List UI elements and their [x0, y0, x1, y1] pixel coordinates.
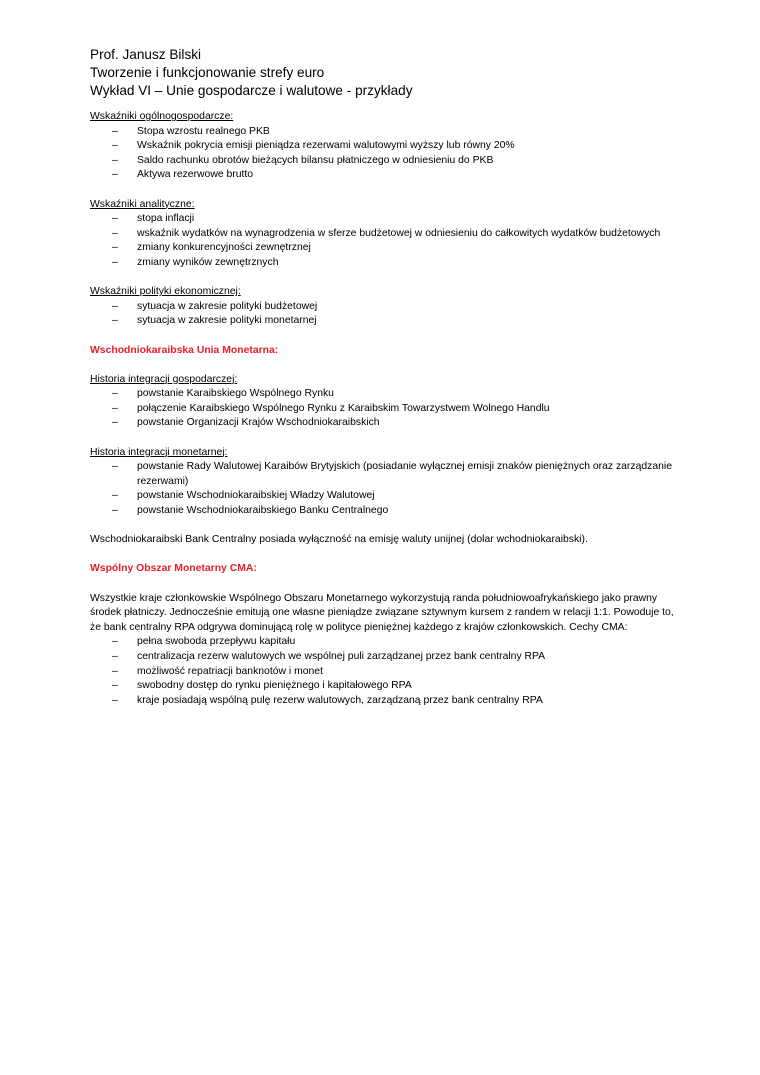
list-item — [90, 227, 680, 242]
list-item — [90, 241, 680, 256]
list-item-text: Stopa wzrostu realnego PKB — [137, 125, 270, 137]
bullet-dash: – — [112, 242, 118, 254]
document-content — [90, 46, 680, 708]
bullet-dash: – — [112, 169, 118, 181]
general-indicators-list — [90, 125, 680, 183]
list-item — [90, 416, 680, 431]
list-item — [90, 314, 680, 329]
document-header — [90, 46, 680, 100]
bullet-dash: – — [112, 388, 118, 400]
bullet-dash: – — [112, 665, 118, 677]
list-item-text: pełna swoboda przepływu kapitału — [137, 636, 296, 648]
list-item — [90, 125, 680, 140]
bullet-dash: – — [112, 650, 118, 662]
list-item — [90, 504, 680, 519]
list-item-text: możliwość repatriacji banknotów i monet — [137, 665, 323, 677]
list-item — [90, 679, 680, 694]
bullet-dash: – — [112, 680, 118, 692]
list-item-text: Saldo rachunku obrotów bieżących bilansu płatniczego w odniesieniu do PKB — [137, 154, 494, 166]
list-item-text: powstanie Karaibskiego Wspólnego Rynku — [137, 388, 334, 400]
list-item — [90, 300, 680, 315]
bullet-dash: – — [112, 417, 118, 429]
bullet-dash: – — [112, 140, 118, 152]
bullet-dash: – — [112, 505, 118, 517]
policy-indicators-list — [90, 300, 680, 329]
author-line: Prof. Janusz Bilski — [90, 47, 202, 62]
cma-heading: Wspólny Obszar Monetarny CMA: — [90, 563, 257, 575]
analytical-indicators-list — [90, 212, 680, 270]
list-item-text: kraje posiadają wspólną pulę rezerw walutowych, zarządzaną przez bank centralny RPA — [137, 694, 543, 706]
list-item — [90, 650, 680, 665]
list-item-text: sytuacja w zakresie polityki budżetowej — [137, 300, 318, 312]
bullet-dash: – — [112, 227, 118, 239]
list-item-text: centralizacja rezerw walutowych we wspólnej puli zarządzanej przez bank centralny RPA — [137, 650, 546, 662]
list-item — [90, 489, 680, 504]
economic-history-list — [90, 387, 680, 431]
list-item — [90, 212, 680, 227]
list-item — [90, 139, 680, 154]
economic-history-heading: Historia integracji gospodarczej: — [90, 373, 238, 385]
list-item — [90, 460, 680, 489]
list-item-text: sytuacja w zakresie polityki monetarnej — [137, 315, 317, 327]
list-item-text: Wskaźnik pokrycia emisji pieniądza rezerwami walutowymi wyższy lub równy 20% — [137, 140, 515, 152]
list-item-text: połączenie Karaibskiego Wspólnego Rynku z Karaibskim Towarzystwem Wolnego Handlu — [137, 402, 550, 414]
monetary-history-heading: Historia integracji monetarnej: — [90, 446, 228, 458]
general-indicators-heading: Wskaźniki ogólnogospodarcze: — [90, 111, 234, 122]
list-item-text: zmiany wyników zewnętrznych — [137, 256, 279, 268]
list-item — [90, 168, 680, 183]
list-item-text: powstanie Wschodniokaraibskiego Banku Centralnego — [137, 505, 389, 517]
list-item-text: wskaźnik wydatków na wynagrodzenia w sferze budżetowej w odniesieniu do całkowitych wydatków budżetowych — [137, 227, 661, 239]
list-item — [90, 694, 680, 709]
list-item — [90, 256, 680, 271]
ecmu-heading: Wschodniokaraibska Unia Monetarna: — [90, 344, 279, 356]
bullet-dash: – — [112, 402, 118, 414]
bullet-dash: – — [112, 461, 118, 473]
analytical-indicators-heading: Wskaźniki analityczne: — [90, 198, 195, 210]
monetary-history-list — [90, 460, 680, 518]
list-item-text: powstanie Organizacji Krajów Wschodniokaraibskich — [137, 417, 380, 429]
list-item-text: Aktywa rezerwowe brutto — [137, 169, 254, 181]
list-item — [90, 665, 680, 680]
list-item — [90, 387, 680, 402]
list-item-text: swobodny dostęp do rynku pieniężnego i kapitałowego RPA — [137, 680, 412, 692]
bullet-dash: – — [112, 636, 118, 648]
list-item-text: powstanie Rady Walutowej Karaibów Brytyjskich (posiadanie wyłącznej emisji znaków pieniężnych oraz zarządzanie rezerwami) — [137, 461, 672, 487]
bullet-dash: – — [112, 213, 118, 225]
bullet-dash: – — [112, 256, 118, 268]
list-item — [90, 635, 680, 650]
course-title: Tworzenie i funkcjonowanie strefy euro — [90, 65, 325, 80]
bullet-dash: – — [112, 490, 118, 502]
bullet-dash: – — [112, 125, 118, 137]
bullet-dash: – — [112, 315, 118, 327]
list-item — [90, 154, 680, 169]
list-item-text: powstanie Wschodniokaraibskiej Władzy Walutowej — [137, 490, 375, 502]
bullet-dash: – — [112, 154, 118, 166]
cma-paragraph: Wszystkie kraje członkowskie Wspólnego Obszaru Monetarnego wykorzystują randa południowoafrykańskiego jako prawny środek płatniczy. Jednocześnie emitują one własne pieniądze związane sztywnym kursem z randem w relacji 1:1. Powoduje to, że bank centralny RPA odgrywa dominującą rolę w polityce pieniężnej każdego z krajów członkowskich. Cechy CMA: — [90, 592, 674, 633]
list-item-text: stopa inflacji — [137, 213, 195, 225]
bullet-dash: – — [112, 694, 118, 706]
lecture-title: Wykład VI – Unie gospodarcze i walutowe - przykłady — [90, 83, 413, 98]
policy-indicators-heading: Wskaźniki polityki ekonomicznej: — [90, 286, 241, 298]
central-bank-note: Wschodniokaraibski Bank Centralny posiada wyłączność na emisję waluty unijnej (dolar wchodniokaraibski). — [90, 534, 588, 546]
bullet-dash: – — [112, 300, 118, 312]
list-item — [90, 402, 680, 417]
cma-features-list — [90, 635, 680, 708]
list-item-text: zmiany konkurencyjności zewnętrznej — [137, 242, 311, 254]
